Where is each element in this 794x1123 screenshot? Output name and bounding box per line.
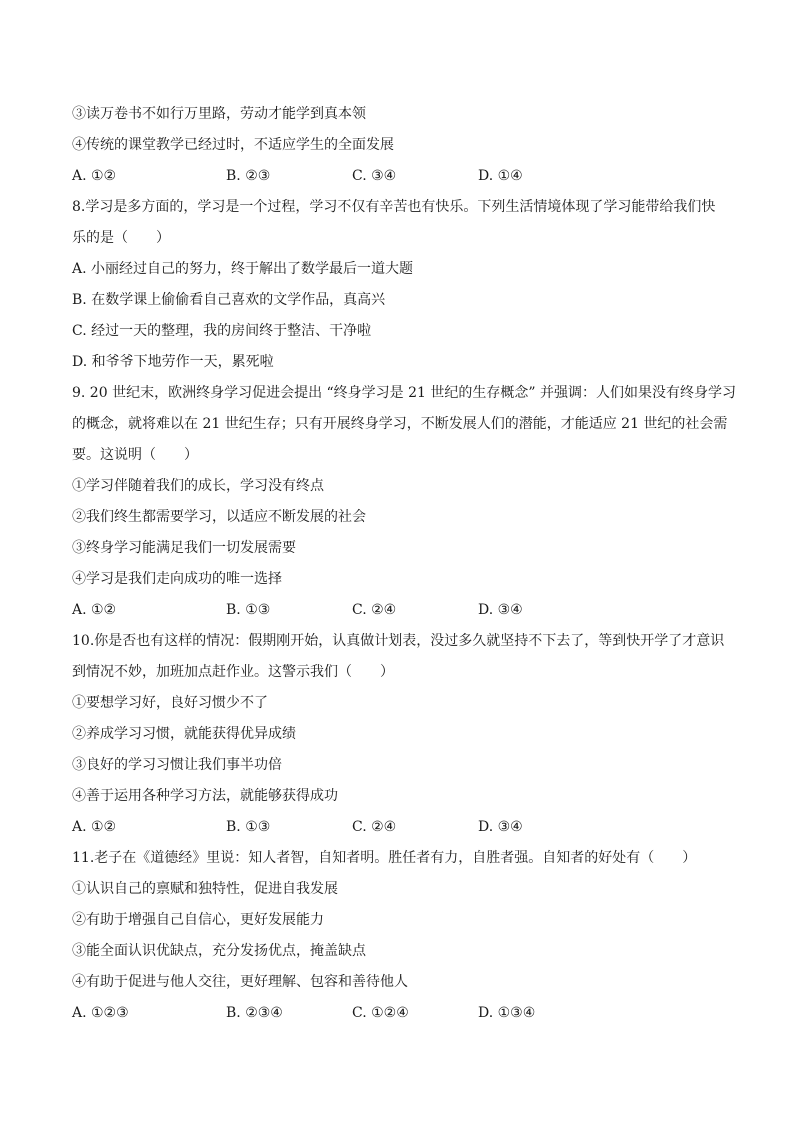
q8-option-b: B. 在数学课上偷偷看自己喜欢的文学作品，真高兴 xyxy=(72,292,386,308)
q7-option-b: B. ②③ xyxy=(226,168,271,184)
q9-statement-3: ③终身学习能满足我们一切发展需要 xyxy=(72,540,296,556)
q9-stem-line-1: 9. 20 世纪末，欧洲终身学习促进会提出 “终身学习是 21 世纪的生存概念” 并强调：人们如果没有终身学习 xyxy=(72,385,736,401)
q7-statement-4: ④传统的课堂教学已经过时，不适应学生的全面发展 xyxy=(72,137,394,153)
q8-stem-line-2: 乐的是（ ） xyxy=(72,230,170,246)
q9-statement-1: ①学习伴随着我们的成长，学习没有终点 xyxy=(72,478,324,494)
q10-statement-4: ④善于运用各种学习方法，就能够获得成功 xyxy=(72,788,338,804)
q9-option-a: A. ①② xyxy=(72,602,117,618)
q7-option-c: C. ③④ xyxy=(352,168,397,184)
q11-option-a: A. ①②③ xyxy=(72,1005,129,1021)
q9-options xyxy=(72,600,732,620)
q9-statement-2: ②我们终生都需要学习，以适应不断发展的社会 xyxy=(72,509,366,525)
q9-stem-line-2: 的概念，就将难以在 21 世纪生存；只有开展终身学习，不断发展人们的潜能，才能适应 21 世纪的社会需 xyxy=(72,416,728,432)
q10-option-c: C. ②④ xyxy=(352,819,397,835)
q8-option-d: D. 和爷爷下地劳作一天，累死啦 xyxy=(72,354,274,370)
q8-stem-line-1: 8.学习是多方面的，学习是一个过程，学习不仅有辛苦也有快乐。下列生活情境体现了学习能带给我们快 xyxy=(72,199,716,215)
q10-option-b: B. ①③ xyxy=(226,819,271,835)
q10-options xyxy=(72,817,732,837)
q11-stem-line-1: 11.老子在《道德经》里说：知人者智，自知者明。胜任者有力，自胜者强。自知者的好处有（ ） xyxy=(72,850,697,866)
q8-option-c: C. 经过一天的整理，我的房间终于整洁、干净啦 xyxy=(72,323,372,339)
q7-option-a: A. ①② xyxy=(72,168,117,184)
q10-statement-1: ①要想学习好，良好习惯少不了 xyxy=(72,695,268,711)
q9-stem-line-3: 要。这说明（ ） xyxy=(72,447,198,463)
q11-option-b: B. ②③④ xyxy=(226,1005,283,1021)
q11-statement-2: ②有助于增强自己自信心，更好发展能力 xyxy=(72,912,324,928)
q11-statement-4: ④有助于促进与他人交往，更好理解、包容和善待他人 xyxy=(72,974,408,990)
q9-option-b: B. ①③ xyxy=(226,602,271,618)
q9-statement-4: ④学习是我们走向成功的唯一选择 xyxy=(72,571,282,587)
q7-options xyxy=(72,166,732,186)
q11-option-c: C. ①②④ xyxy=(352,1005,409,1021)
q8-option-a: A. 小丽经过自己的努力，终于解出了数学最后一道大题 xyxy=(72,261,414,277)
q10-statement-3: ③良好的学习习惯让我们事半功倍 xyxy=(72,757,282,773)
q11-statement-1: ①认识自己的禀赋和独特性，促进自我发展 xyxy=(72,881,338,897)
q7-statement-3: ③读万卷书不如行万里路，劳动才能学到真本领 xyxy=(72,106,366,122)
q10-stem-line-1: 10.你是否也有这样的情况：假期刚开始，认真做计划表，没过多久就坚持不下去了，等到快开学了才意识 xyxy=(72,633,725,649)
q11-option-d: D. ①③④ xyxy=(478,1005,536,1021)
q10-option-a: A. ①② xyxy=(72,819,117,835)
q10-stem-line-2: 到情况不妙，加班加点赶作业。这警示我们（ ） xyxy=(72,664,394,680)
q11-options xyxy=(72,1003,732,1023)
q9-option-c: C. ②④ xyxy=(352,602,397,618)
q11-statement-3: ③能全面认识优缺点，充分发扬优点，掩盖缺点 xyxy=(72,943,366,959)
q7-option-d: D. ①④ xyxy=(478,168,523,184)
q9-option-d: D. ③④ xyxy=(478,602,523,618)
q10-statement-2: ②养成学习习惯，就能获得优异成绩 xyxy=(72,726,296,742)
q10-option-d: D. ③④ xyxy=(478,819,523,835)
